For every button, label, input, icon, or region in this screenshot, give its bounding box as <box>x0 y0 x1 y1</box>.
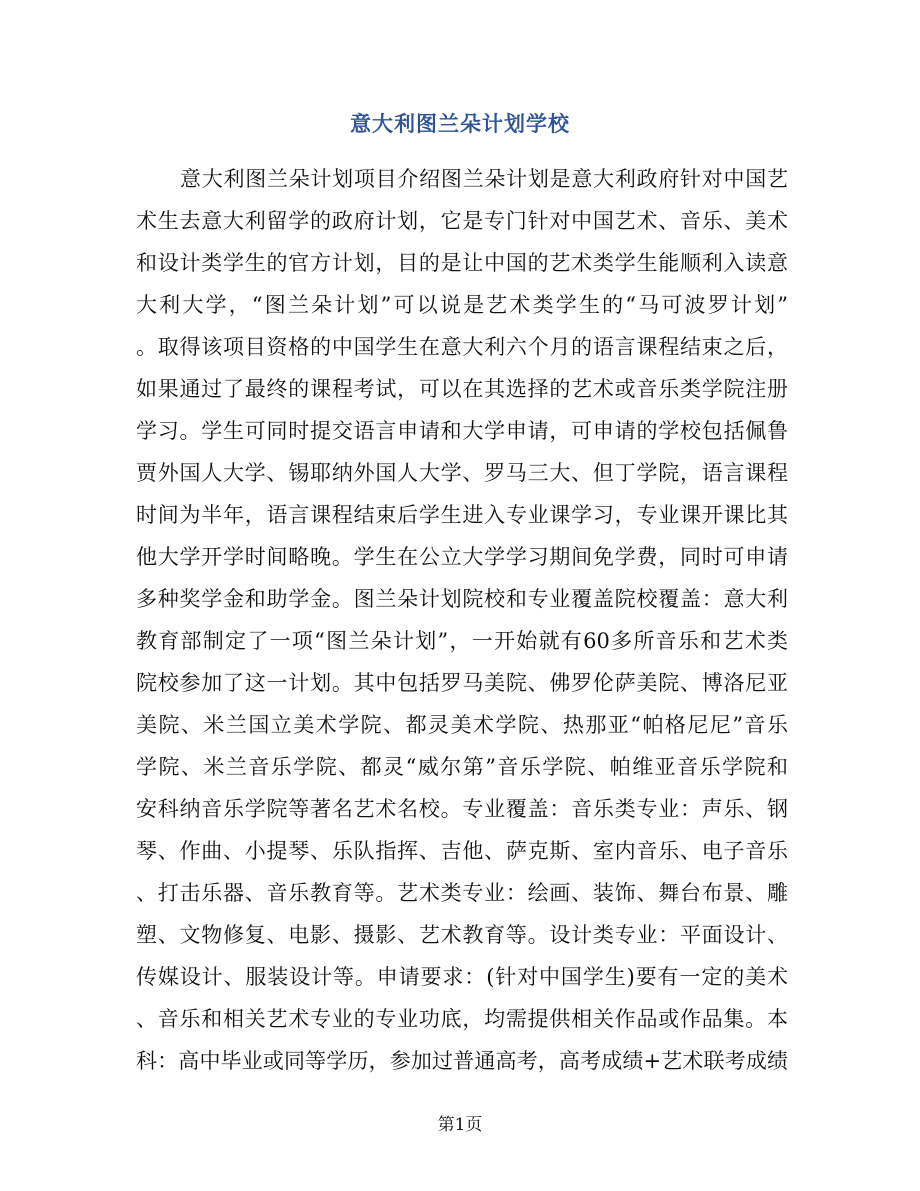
body-line: 传媒设计、服装设计等。申请要求：(针对中国学生)要有一定的美术 <box>136 965 788 989</box>
body-line: 多种奖学金和助学金。图兰朵计划院校和专业覆盖院校覆盖：意大利 <box>136 587 788 611</box>
page-number: 第1页 <box>437 1115 483 1135</box>
body-line: 时间为半年，语言课程结束后学生进入专业课学习，专业课开课比其 <box>136 503 788 527</box>
body-line: 如果通过了最终的课程考试，可以在其选择的艺术或音乐类学院注册 <box>136 377 788 401</box>
body-line: 学院、米兰音乐学院、都灵“威尔第”音乐学院、帕维亚音乐学院和 <box>136 755 788 779</box>
body-line: 琴、作曲、小提琴、乐队指挥、吉他、萨克斯、室内音乐、电子音乐 <box>136 839 788 863</box>
body-line: 术生去意大利留学的政府计划，它是专门针对中国艺术、音乐、美术 <box>136 209 788 233</box>
body-line: 贾外国人大学、锡耶纳外国人大学、罗马三大、但丁学院，语言课程 <box>136 461 788 485</box>
document-title: 意大利图兰朵计划学校 <box>350 111 570 136</box>
body-line: 学习。学生可同时提交语言申请和大学申请，可申请的学校包括佩鲁 <box>136 419 788 443</box>
body-line: 教育部制定了一项“图兰朵计划”，一开始就有60多所音乐和艺术类 <box>136 629 788 653</box>
body-line: 、音乐和相关艺术专业的专业功底，均需提供相关作品或作品集。本 <box>136 1007 788 1031</box>
document-body <box>136 158 788 1082</box>
body-line: 美院、米兰国立美术学院、都灵美术学院、热那亚“帕格尼尼”音乐 <box>136 713 788 737</box>
body-line: 安科纳音乐学院等著名艺术名校。专业覆盖：音乐类专业：声乐、钢 <box>136 797 788 821</box>
body-line: 他大学开学时间略晚。学生在公立大学学习期间免学费，同时可申请 <box>136 545 788 569</box>
body-line: 院校参加了这一计划。其中包括罗马美院、佛罗伦萨美院、博洛尼亚 <box>136 671 788 695</box>
body-line: 大利大学，“图兰朵计划”可以说是艺术类学生的“马可波罗计划” <box>136 293 788 317</box>
body-line: 。取得该项目资格的中国学生在意大利六个月的语言课程结束之后， <box>136 335 788 359</box>
body-line: 意大利图兰朵计划项目介绍图兰朵计划是意大利政府针对中国艺 <box>180 167 788 191</box>
body-line: 、打击乐器、音乐教育等。艺术类专业：绘画、装饰、舞台布景、雕 <box>136 881 788 905</box>
body-line: 和设计类学生的官方计划，目的是让中国的艺术类学生能顺利入读意 <box>136 251 788 275</box>
body-line: 科：高中毕业或同等学历，参加过普通高考，高考成绩+艺术联考成绩 <box>136 1049 788 1073</box>
body-line: 塑、文物修复、电影、摄影、艺术教育等。设计类专业：平面设计、 <box>136 923 788 947</box>
